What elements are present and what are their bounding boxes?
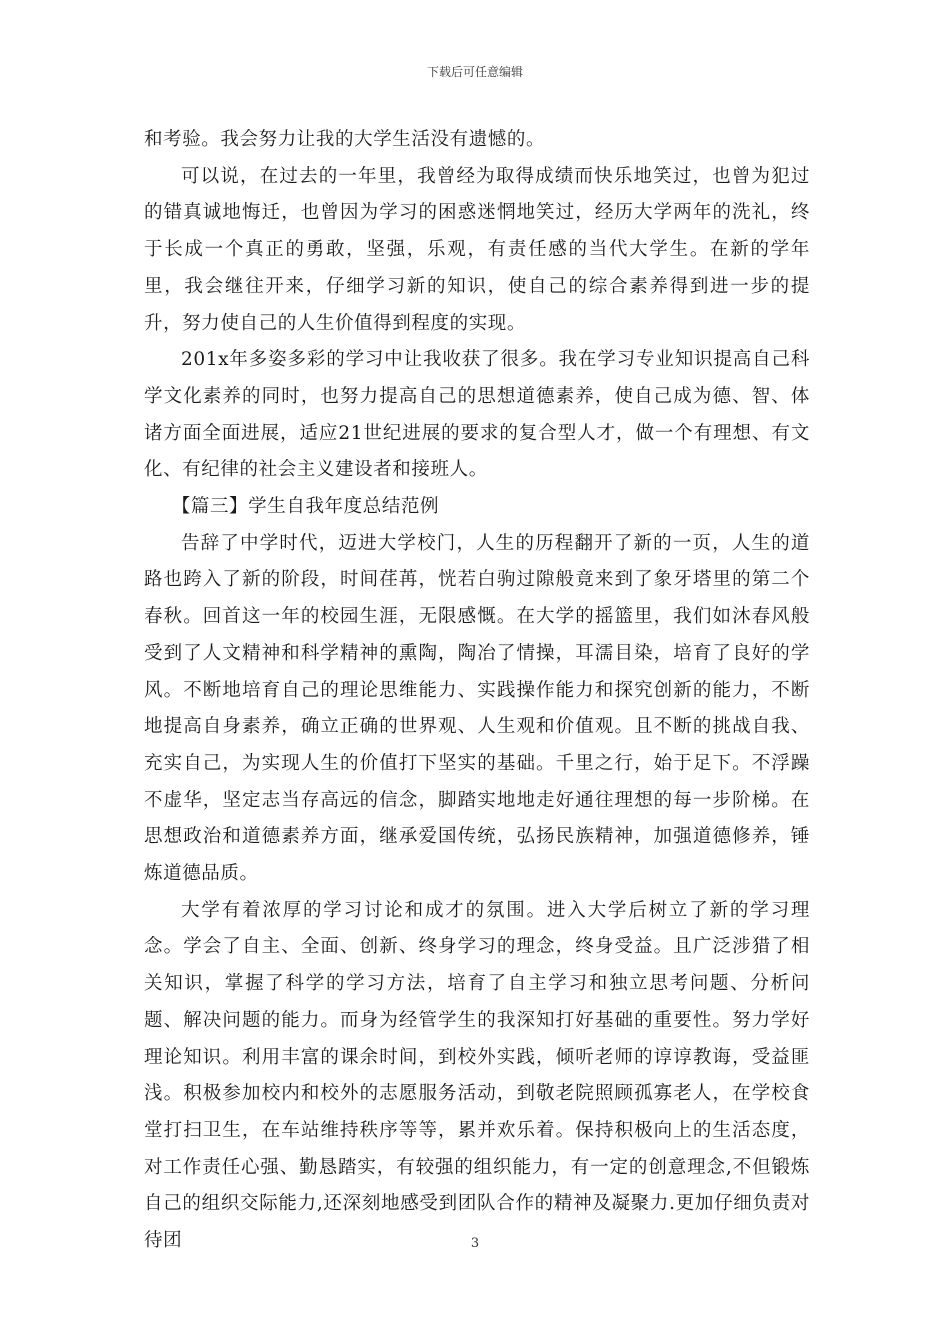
paragraph-study: 大学有着浓厚的学习讨论和成才的氛围。进入大学后树立了新的学习理念。学会了自主、全面、创新、终身学习的理念，终身受益。且广泛涉猎了相关知识，掌握了科学的学习方法，培育了自主学习和独立思考问题、分析问题、解决问题的能力。而身为经管学生的我深知打好基础的重要性。努力学好理论知识。利用丰富的课余时间，到校外实践，倾听老师的谆谆教诲，受益匪浅。积极参加校内和校外的志愿服务活动，到敬老院照顾孤寡老人，在学校食堂打扫卫生，在车站维持秩序等等，累并欢乐着。保持积极向上的生活态度，对工作责任心强、勤恳踏实，有较强的组织能力，有一定的创意理念,不但锻炼自己的组织交际能力,还深刻地感受到团队合作的精神及凝聚力.更加仔细负责对待团 xyxy=(144,899,810,1252)
paragraph-continuation: 和考验。我会努力让我的大学生活没有遗憾的。 xyxy=(144,129,546,150)
section-heading: 【篇三】学生自我年度总结范例 xyxy=(171,496,440,518)
page-number: 3 xyxy=(470,1236,480,1251)
document-body xyxy=(144,122,810,1260)
paragraph-college-life: 告辞了中学时代，迈进大学校门，人生的历程翻开了新的一页，人生的道路也跨入了新的阶段，时间荏苒，恍若白驹过隙般竟来到了象牙塔里的第二个春秋。回首这一年的校园生涯，无限感慨。在大学的摇篮里，我们如沐春风般受到了人文精神和科学精神的熏陶，陶冶了情操，耳濡目染，培育了良好的学风。不断地培育自己的理论思维能力、实践操作能力和探究创新的能力，不断地提高自身素养，确立正确的世界观、人生观和价值观。且不断的挑战自我、充实自己，为实现人生的价值打下坚实的基础。千里之行，始于足下。不浮躁不虚华，坚定志当存高远的信念，脚踏实地地走好通往理想的每一步阶梯。在思想政治和道德素养方面，继承爱国传统，弘扬民族精神，加强道德修养，锤炼道德品质。 xyxy=(144,532,810,885)
paragraph-reflection: 可以说，在过去的一年里，我曾经为取得成绩而快乐地笑过，也曾为犯过的错真诚地悔迁，也曾因为学习的困惑迷惘地笑过，经历大学两年的洗礼，终于长成一个真正的勇敢，坚强，乐观，有责任感的当代大学生。在新的学年里，我会继往开来，仔细学习新的知识，使自己的综合素养得到进一步的提升，努力使自己的人生价值得到程度的实现。 xyxy=(144,165,810,334)
page-header: 下载后可任意编辑 xyxy=(426,65,523,79)
paragraph-year-summary: 201x年多姿多彩的学习中让我收获了很多。我在学习专业知识提高自己科学文化素养的同时，也努力提高自己的思想道德素养，使自己成为德、智、体诸方面全面进展，适应21世纪进展的要求的复合型人才，做一个有理想、有文化、有纪律的社会主义建设者和接班人。 xyxy=(144,349,810,481)
